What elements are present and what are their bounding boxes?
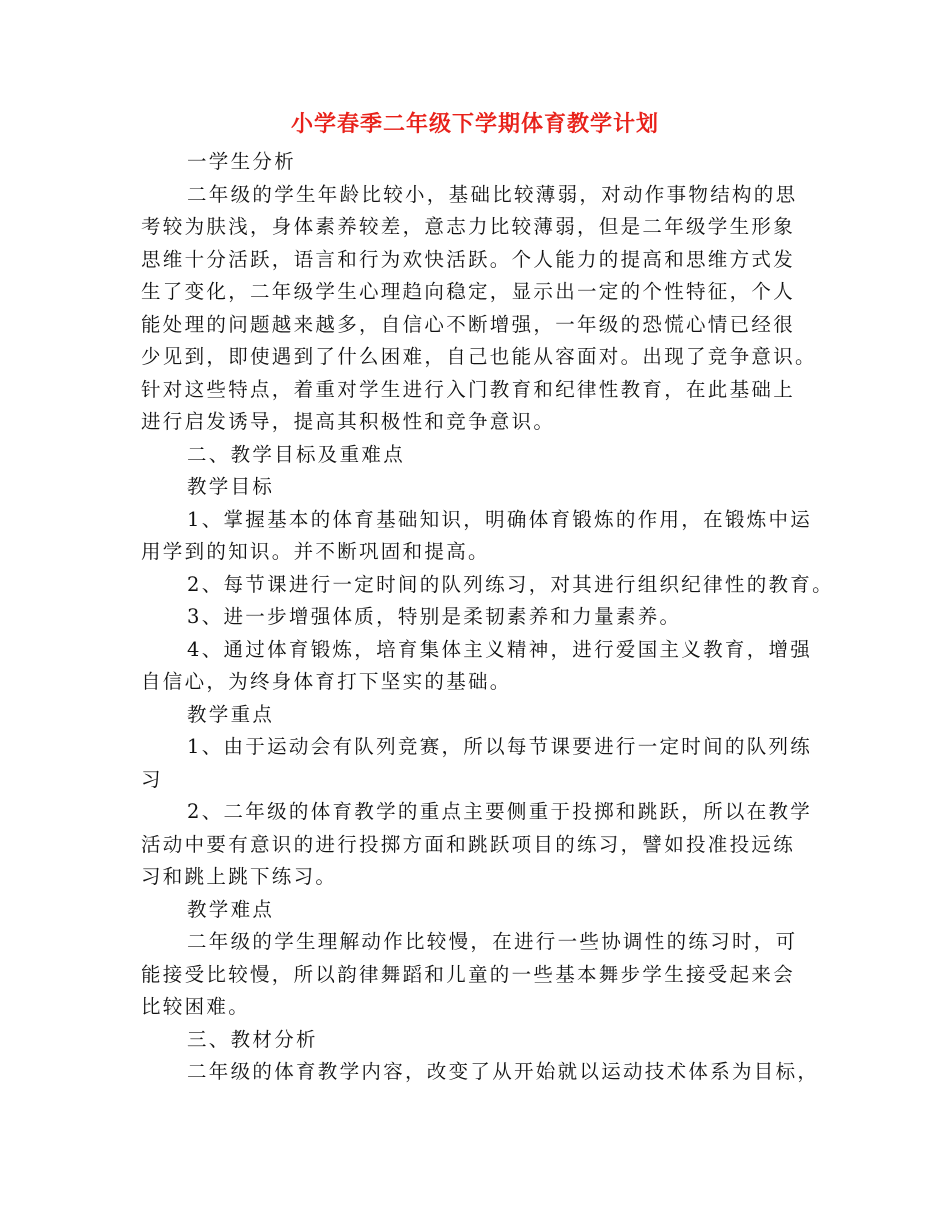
text-line: 一学生分析: [187, 150, 297, 173]
text-line: 自信心，为终身体育打下坚实的基础。: [141, 670, 512, 693]
text-line: 思维十分活跃，语言和行为欢快活跃。个人能力的提高和思维方式发: [141, 247, 796, 271]
text-line: 4、通过体育锻炼，培育集体主义精神，进行爱国主义教育，增强: [187, 637, 813, 661]
text-line: 1、由于运动会有队列竞赛，所以每节课要进行一定时间的队列练: [187, 735, 813, 758]
text-line: 教学目标: [187, 475, 275, 498]
text-line: 习和跳上跳下练习。: [141, 865, 338, 888]
text-line: 二年级的体育教学内容，改变了从开始就以运动技术体系为目标，: [187, 1060, 820, 1083]
text-line: 活动中要有意识的进行投掷方面和跳跃项目的练习，譬如投准投远练: [141, 832, 796, 856]
text-line: 习: [141, 767, 163, 791]
text-line: 2、二年级的体育教学的重点主要侧重于投掷和跳跃，所以在教学: [187, 800, 813, 823]
text-line: 进行启发诱导，提高其积极性和竞争意识。: [141, 410, 556, 433]
text-line: 教学难点: [187, 897, 275, 921]
text-line: 用学到的知识。并不断巩固和提高。: [141, 540, 490, 563]
text-line: 三、教材分析: [187, 1027, 318, 1051]
text-line: 生了变化，二年级学生心理趋向稳定，显示出一定的个性特征，个人: [141, 280, 796, 303]
text-line: 比较困难。: [141, 995, 251, 1018]
text-line: 能接受比较慢，所以韵律舞蹈和儿童的一些基本舞步学生接受起来会: [141, 962, 796, 986]
document-title: 小学春季二年级下学期体育教学计划: [290, 111, 659, 137]
text-line: 教学重点: [187, 702, 275, 726]
text-line: 2、每节课进行一定时间的队列练习，对其进行组织纪律性的教育。: [187, 572, 834, 596]
text-line: 3、进一步增强体质，特别是柔韧素养和力量素养。: [187, 605, 682, 628]
text-line: 针对这些特点，着重对学生进行入门教育和纪律性教育，在此基础上: [141, 377, 796, 401]
text-line: 1、掌握基本的体育基础知识，明确体育锻炼的作用，在锻炼中运: [187, 507, 813, 531]
text-line: 少见到，即使遇到了什么困难，自己也能从容面对。出现了竞争意识。: [141, 345, 817, 368]
document-body: [141, 146, 834, 1089]
text-line: 二、教学目标及重难点: [187, 442, 406, 466]
text-line: 考较为肤浅，身体素养较差，意志力比较薄弱，但是二年级学生形象: [141, 215, 796, 238]
text-line: 二年级的学生理解动作比较慢，在进行一些协调性的练习时，可: [187, 930, 798, 953]
text-line: 能处理的问题越来越多，自信心不断增强，一年级的恐慌心情已经很: [141, 312, 796, 336]
text-line: 二年级的学生年龄比较小，基础比较薄弱，对动作事物结构的思: [187, 182, 798, 206]
